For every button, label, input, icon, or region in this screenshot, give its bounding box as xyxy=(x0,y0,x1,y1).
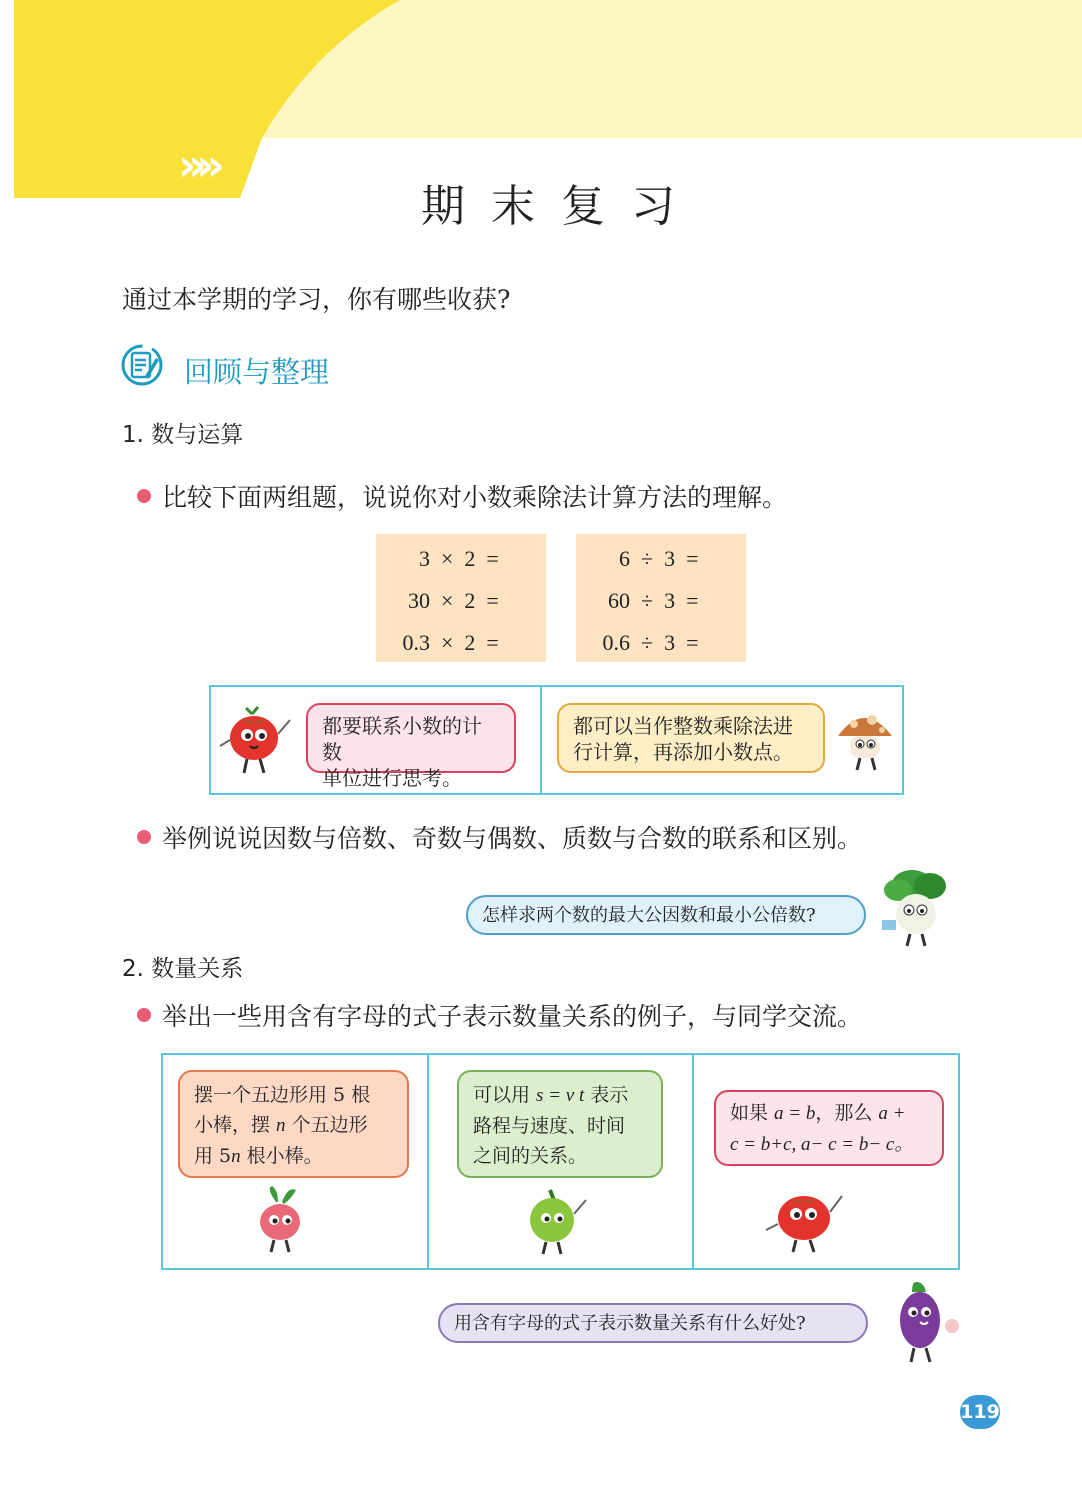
question-bubble: 怎样求两个数的最大公因数和最小公倍数? xyxy=(466,895,866,935)
equation-row: 0.6 ÷ 3 = xyxy=(602,630,699,655)
intro-text: 通过本学期的学习，你有哪些收获? xyxy=(122,285,511,314)
tomato-character-icon xyxy=(758,1184,854,1256)
speech-bubble: 摆一个五边形用 5 根 小棒，摆 n 个五边形 用 5n 根小棒。 xyxy=(178,1070,409,1178)
frame-divider xyxy=(427,1053,429,1270)
section-title: 回顾与整理 xyxy=(184,355,330,389)
notebook-pencil-icon xyxy=(120,343,164,387)
question-bubble: 用含有字母的式子表示数量关系有什么好处? xyxy=(438,1303,868,1343)
heading-numbers-operations: 1. 数与运算 xyxy=(122,422,244,448)
mushroom-character-icon xyxy=(832,706,898,776)
radish-character-icon xyxy=(246,1184,316,1256)
bullet-dot xyxy=(137,489,151,503)
bullet-compare-decimals: 比较下面两组题，说说你对小数乘除法计算方法的理解。 xyxy=(162,483,788,512)
speech-bubble: 都可以当作整数乘除法进 行计算，再添加小数点。 xyxy=(557,703,825,773)
bullet-factors-multiples: 举例说说因数与倍数、奇数与偶数、质数与合数的联系和区别。 xyxy=(162,824,863,853)
bullet-dot xyxy=(137,830,151,844)
heading-quantity-relations: 2. 数量关系 xyxy=(122,956,244,982)
speech-bubble: 如果 a = b，那么 a + c = b+c, a− c = b− c。 xyxy=(714,1090,944,1166)
green-pepper-character-icon xyxy=(516,1184,596,1256)
speech-bubble: 可以用 s = v t 表示 路程与速度、时间 之间的关系。 xyxy=(457,1070,663,1178)
chevron-right-icon: »» xyxy=(178,140,215,191)
frame-divider xyxy=(540,685,542,795)
eggplant-character-icon xyxy=(882,1276,966,1366)
equation-row: 3 × 2 = xyxy=(419,546,499,571)
frame-divider xyxy=(692,1053,694,1270)
equation-row: 30 × 2 = xyxy=(408,588,499,613)
speech-bubble: 都要联系小数的计数 单位进行思考。 xyxy=(306,703,516,773)
equation-row: 0.3 × 2 = xyxy=(402,630,499,655)
equation-row: 60 ÷ 3 = xyxy=(608,588,699,613)
tomato-character-icon xyxy=(212,704,302,784)
bok-choy-character-icon xyxy=(872,860,962,950)
equation-row: 6 ÷ 3 = xyxy=(619,546,699,571)
division-box xyxy=(576,534,746,662)
page-number-badge: 119 xyxy=(960,1395,1000,1429)
bullet-dot xyxy=(137,1008,151,1022)
bullet-letter-expressions: 举出一些用含有字母的式子表示数量关系的例子，与同学交流。 xyxy=(162,1002,863,1031)
page-title: 期末复习 xyxy=(421,181,701,232)
multiplication-box xyxy=(376,534,546,662)
